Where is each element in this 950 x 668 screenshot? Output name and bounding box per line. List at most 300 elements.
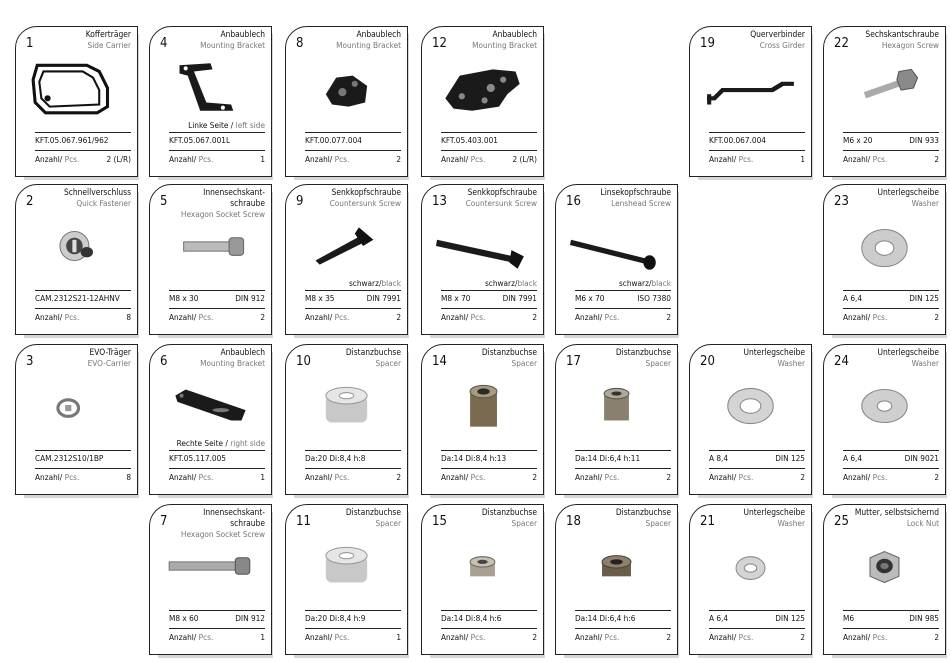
part-spec-left: KFT.00.077.004 [305, 135, 362, 145]
quantity-label: Anzahl/ [709, 154, 737, 164]
divider [709, 132, 805, 133]
pieces-label: Pcs. [198, 154, 214, 164]
quantity-label: Anzahl/ [35, 154, 63, 164]
part-card [689, 26, 812, 177]
divider [35, 308, 131, 309]
part-title: Distanzbuchse [615, 347, 671, 357]
divider [305, 450, 401, 451]
cross-girder-icon [698, 57, 803, 119]
part-spec-left: Da:14 Di:8,4 h:13 [441, 453, 507, 463]
mounting-bracket-small-icon [294, 57, 399, 119]
countersunk-screw-long-icon [430, 215, 535, 277]
pieces-label: Pcs. [198, 632, 214, 642]
socket-screw-long-icon [158, 535, 263, 597]
countersunk-screw-short-icon [294, 215, 399, 277]
divider [709, 150, 805, 151]
pieces-label: Pcs. [872, 312, 888, 322]
part-spec-left: Da:14 Di:6,4 h:6 [575, 613, 636, 623]
divider [169, 450, 265, 451]
part-title: Anbaublech [220, 347, 265, 357]
part-spec-left: A 6,4 [843, 293, 863, 303]
divider [35, 290, 131, 291]
part-title: EVO-Träger [89, 347, 131, 357]
mounting-bracket-left-icon [158, 57, 263, 119]
part-title-line2: schraube [230, 518, 265, 528]
part-spec-left: Da:14 Di:8,4 h:6 [441, 613, 502, 623]
part-number: 22 [834, 36, 849, 51]
divider [305, 132, 401, 133]
spacer-flat-icon [294, 375, 399, 437]
part-note-sub: black [381, 278, 401, 288]
part-subtitle: Spacer [645, 518, 671, 528]
part-quantity [305, 472, 401, 482]
divider [169, 468, 265, 469]
part-spec-left: KFT.05.067.961/962 [35, 135, 109, 145]
spacer-medium-icon [564, 375, 669, 437]
part-card [421, 184, 544, 335]
quantity-label: Anzahl/ [709, 472, 737, 482]
pieces-label: Pcs. [470, 154, 486, 164]
quantity-label: Anzahl/ [441, 312, 469, 322]
quantity-value: 1 [260, 472, 265, 482]
divider [305, 290, 401, 291]
divider [169, 132, 265, 133]
quantity-value: 2 [396, 472, 401, 482]
quantity-value: 2 (L/R) [512, 154, 537, 164]
divider [305, 150, 401, 151]
part-quantity [305, 632, 401, 642]
divider [169, 628, 265, 629]
quantity-label: Anzahl/ [169, 632, 197, 642]
pieces-label: Pcs. [334, 632, 350, 642]
part-quantity [709, 472, 805, 482]
part-subtitle: Spacer [511, 358, 537, 368]
part-subtitle: Washer [777, 518, 805, 528]
part-subtitle: Lock Nut [906, 518, 939, 528]
part-quantity [441, 472, 537, 482]
quantity-label: Anzahl/ [843, 472, 871, 482]
part-title [171, 187, 265, 209]
part-number: 2 [26, 194, 34, 209]
part-title: Schnellverschluss [63, 187, 131, 197]
quantity-value: 8 [126, 472, 131, 482]
part-subtitle: Washer [777, 358, 805, 368]
part-quantity [709, 632, 805, 642]
quantity-label: Anzahl/ [305, 632, 333, 642]
pieces-label: Pcs. [604, 312, 620, 322]
quantity-label: Anzahl/ [441, 472, 469, 482]
part-subtitle: Lenshead Screw [611, 198, 671, 208]
part-subtitle: Hexagon Socket Screw [180, 209, 265, 219]
quick-fastener-icon [24, 215, 129, 277]
divider [169, 308, 265, 309]
part-quantity [169, 632, 265, 642]
part-number: 23 [834, 194, 849, 209]
divider [843, 290, 939, 291]
part-spec-right: DIN 9021 [904, 453, 939, 463]
divider [843, 450, 939, 451]
part-title: Unterlegscheibe [877, 187, 939, 197]
quantity-value: 2 [666, 632, 671, 642]
quantity-label: Anzahl/ [305, 472, 333, 482]
mounting-bracket-right-icon [158, 375, 263, 437]
part-title: Linsekopfschraube [600, 187, 671, 197]
part-spec-left: M8 x 60 [169, 613, 199, 623]
part-title: Distanzbuchse [481, 507, 537, 517]
pieces-label: Pcs. [738, 632, 754, 642]
part-title: Sechskantschraube [865, 29, 939, 39]
part-quantity [305, 154, 401, 164]
pieces-label: Pcs. [334, 154, 350, 164]
part-quantity [843, 632, 939, 642]
divider [843, 610, 939, 611]
part-spec-left: CAM.2312S10/1BP [35, 453, 104, 463]
quantity-value: 8 [126, 312, 131, 322]
part-card [149, 344, 272, 495]
part-number: 4 [160, 36, 168, 51]
quantity-label: Anzahl/ [35, 312, 63, 322]
pieces-label: Pcs. [198, 472, 214, 482]
part-title: Senkkopfschraube [467, 187, 537, 197]
part-card [285, 26, 408, 177]
divider [441, 450, 537, 451]
part-title: Distanzbuchse [345, 507, 401, 517]
part-number: 3 [26, 354, 34, 369]
quantity-label: Anzahl/ [169, 472, 197, 482]
divider [305, 610, 401, 611]
part-card [555, 344, 678, 495]
part-spec-left: A 6,4 [709, 613, 729, 623]
divider [441, 468, 537, 469]
divider [709, 628, 805, 629]
part-title: Distanzbuchse [345, 347, 401, 357]
quantity-label: Anzahl/ [843, 154, 871, 164]
quantity-label: Anzahl/ [575, 472, 603, 482]
quantity-value: 2 [800, 472, 805, 482]
washer-large-icon [698, 375, 803, 437]
part-note-main: Rechte Seite / [176, 438, 231, 448]
quantity-label: Anzahl/ [575, 632, 603, 642]
part-spec-right: DIN 912 [235, 293, 265, 303]
part-spec-left: M8 x 35 [305, 293, 335, 303]
part-subtitle: Countersunk Screw [465, 198, 537, 208]
pieces-label: Pcs. [738, 154, 754, 164]
part-subtitle: Mounting Bracket [200, 358, 265, 368]
part-quantity [575, 312, 671, 322]
part-number: 5 [160, 194, 168, 209]
part-note [188, 120, 265, 130]
part-note-main: schwarz/ [618, 278, 652, 288]
pieces-label: Pcs. [334, 312, 350, 322]
part-number: 1 [26, 36, 34, 51]
part-subtitle: Spacer [645, 358, 671, 368]
divider [169, 610, 265, 611]
part-number: 17 [566, 354, 581, 369]
part-spec-left: Da:20 Di:8,4 h:9 [305, 613, 366, 623]
part-spec-left: A 8,4 [709, 453, 729, 463]
divider [441, 150, 537, 151]
part-quantity [169, 312, 265, 322]
part-spec-right: DIN 933 [909, 135, 939, 145]
part-subtitle: Spacer [375, 358, 401, 368]
part-card [555, 184, 678, 335]
part-subtitle: Quick Fastener [76, 198, 131, 208]
part-subtitle: Spacer [511, 518, 537, 528]
divider [35, 468, 131, 469]
part-number: 15 [432, 514, 447, 529]
part-spec-right: ISO 7380 [637, 293, 671, 303]
part-number: 13 [432, 194, 447, 209]
part-subtitle: Mounting Bracket [336, 40, 401, 50]
quantity-label: Anzahl/ [305, 312, 333, 322]
quantity-value: 2 [934, 312, 939, 322]
quantity-label: Anzahl/ [441, 154, 469, 164]
quantity-label: Anzahl/ [35, 472, 63, 482]
quantity-label: Anzahl/ [169, 154, 197, 164]
part-number: 7 [160, 514, 168, 529]
part-title: Querverbinder [750, 29, 805, 39]
part-spec-left: A 6,4 [843, 453, 863, 463]
divider [843, 150, 939, 151]
divider [305, 308, 401, 309]
part-spec-left: KFT.05.403.001 [441, 135, 498, 145]
part-card [149, 26, 272, 177]
pieces-label: Pcs. [872, 472, 888, 482]
part-number: 6 [160, 354, 168, 369]
part-card [823, 344, 946, 495]
part-card [421, 26, 544, 177]
part-title: Unterlegscheibe [743, 507, 805, 517]
quantity-label: Anzahl/ [843, 312, 871, 322]
part-number: 16 [566, 194, 581, 209]
pieces-label: Pcs. [64, 472, 80, 482]
part-quantity [305, 312, 401, 322]
pieces-label: Pcs. [64, 312, 80, 322]
part-title: Distanzbuchse [615, 507, 671, 517]
part-spec-left: M8 x 30 [169, 293, 199, 303]
part-card [689, 344, 812, 495]
part-title: Anbaublech [492, 29, 537, 39]
part-spec-left: Da:14 Di:6,4 h:11 [575, 453, 641, 463]
divider [843, 628, 939, 629]
part-spec-left: M6 x 70 [575, 293, 605, 303]
part-quantity [843, 472, 939, 482]
divider [441, 610, 537, 611]
part-spec-left: CAM.2312S21-12AHNV [35, 293, 120, 303]
quantity-label: Anzahl/ [709, 632, 737, 642]
part-title [171, 507, 265, 529]
part-card [689, 504, 812, 655]
part-number: 24 [834, 354, 849, 369]
divider [843, 468, 939, 469]
quantity-value: 2 [666, 472, 671, 482]
quantity-value: 2 [934, 154, 939, 164]
spacer-flat-icon [294, 535, 399, 597]
divider [575, 308, 671, 309]
part-title-line1: Innensechskant- [203, 187, 265, 197]
quantity-value: 2 [532, 632, 537, 642]
quantity-value: 2 [532, 312, 537, 322]
quantity-value: 1 [260, 154, 265, 164]
part-number: 21 [700, 514, 715, 529]
part-number: 18 [566, 514, 581, 529]
quantity-label: Anzahl/ [575, 312, 603, 322]
part-quantity [575, 472, 671, 482]
part-card [285, 344, 408, 495]
part-note-sub: left side [235, 120, 265, 130]
divider [441, 290, 537, 291]
part-subtitle: Mounting Bracket [472, 40, 537, 50]
part-card [15, 26, 138, 177]
divider [35, 450, 131, 451]
quantity-value: 1 [800, 154, 805, 164]
part-card [421, 344, 544, 495]
part-quantity [441, 154, 537, 164]
part-number: 19 [700, 36, 715, 51]
part-quantity [441, 632, 537, 642]
part-card [421, 504, 544, 655]
hexagon-screw-icon [832, 57, 937, 119]
part-number: 8 [296, 36, 304, 51]
divider [709, 610, 805, 611]
part-note-sub: black [651, 278, 671, 288]
part-quantity [35, 312, 131, 322]
part-quantity [169, 154, 265, 164]
part-card [823, 184, 946, 335]
part-card [149, 184, 272, 335]
part-subtitle: Hexagon Screw [881, 40, 939, 50]
part-spec-left: Da:20 Di:8,4 h:8 [305, 453, 366, 463]
part-spec-left: M6 x 20 [843, 135, 873, 145]
part-card [15, 184, 138, 335]
mounting-plate-icon [430, 57, 535, 119]
part-subtitle: Washer [911, 358, 939, 368]
lock-nut-icon [832, 535, 937, 597]
part-card [149, 504, 272, 655]
part-note-sub: black [517, 278, 537, 288]
part-spec-right: DIN 985 [909, 613, 939, 623]
side-carrier-icon [24, 57, 129, 119]
part-quantity [169, 472, 265, 482]
part-card [15, 344, 138, 495]
part-title: Anbaublech [356, 29, 401, 39]
washer-small-icon [698, 535, 803, 597]
quantity-value: 1 [260, 632, 265, 642]
spacer-dark-icon [564, 535, 669, 597]
part-number: 11 [296, 514, 311, 529]
divider [169, 290, 265, 291]
part-spec-left: M8 x 70 [441, 293, 471, 303]
part-quantity [709, 154, 805, 164]
pieces-label: Pcs. [604, 472, 620, 482]
pieces-label: Pcs. [470, 472, 486, 482]
part-spec-right: DIN 7991 [366, 293, 401, 303]
divider [843, 132, 939, 133]
divider [441, 628, 537, 629]
part-number: 12 [432, 36, 447, 51]
part-number: 10 [296, 354, 311, 369]
part-subtitle: EVO-Carrier [87, 358, 131, 368]
quantity-value: 2 [396, 154, 401, 164]
part-subtitle: Spacer [375, 518, 401, 528]
part-note [619, 278, 671, 288]
part-title: Unterlegscheibe [743, 347, 805, 357]
divider [305, 468, 401, 469]
pieces-label: Pcs. [604, 632, 620, 642]
part-spec-right: DIN 125 [775, 613, 805, 623]
part-title: Distanzbuchse [481, 347, 537, 357]
quantity-value: 2 (L/R) [106, 154, 131, 164]
part-spec-left: M6 [843, 613, 855, 623]
divider [709, 450, 805, 451]
pieces-label: Pcs. [64, 154, 80, 164]
divider [441, 132, 537, 133]
quantity-value: 2 [934, 472, 939, 482]
divider [843, 308, 939, 309]
part-card [823, 26, 946, 177]
divider [35, 150, 131, 151]
quantity-value: 2 [396, 312, 401, 322]
divider [35, 132, 131, 133]
part-subtitle: Side Carrier [87, 40, 131, 50]
part-spec-right: DIN 125 [909, 293, 939, 303]
quantity-label: Anzahl/ [169, 312, 197, 322]
part-spec-right: DIN 912 [235, 613, 265, 623]
part-subtitle: Countersunk Screw [329, 198, 401, 208]
part-title: Mutter, selbstsichernd [854, 507, 939, 517]
part-card [555, 504, 678, 655]
washer-icon [832, 215, 937, 277]
part-spec-left: KFT.05.067.001L [169, 135, 231, 145]
part-note-sub: right side [230, 438, 265, 448]
pieces-label: Pcs. [872, 632, 888, 642]
part-quantity [575, 632, 671, 642]
part-note [177, 438, 265, 448]
spacer-short-icon [430, 535, 535, 597]
pieces-label: Pcs. [872, 154, 888, 164]
pieces-label: Pcs. [198, 312, 214, 322]
divider [575, 450, 671, 451]
pieces-label: Pcs. [334, 472, 350, 482]
part-note [485, 278, 537, 288]
part-quantity [35, 154, 131, 164]
part-number: 25 [834, 514, 849, 529]
part-title: Unterlegscheibe [877, 347, 939, 357]
divider [441, 308, 537, 309]
part-subtitle: Mounting Bracket [200, 40, 265, 50]
quantity-value: 1 [396, 632, 401, 642]
part-title: Senkkopfschraube [331, 187, 401, 197]
part-spec-right: DIN 125 [775, 453, 805, 463]
part-note-main: schwarz/ [348, 278, 382, 288]
part-quantity [441, 312, 537, 322]
part-note [349, 278, 401, 288]
part-spec-left: KFT.00.067.004 [709, 135, 766, 145]
part-note-main: Linke Seite / [188, 120, 236, 130]
divider [575, 468, 671, 469]
quantity-label: Anzahl/ [441, 632, 469, 642]
part-spec-left: KFT.05.117.005 [169, 453, 226, 463]
part-quantity [843, 312, 939, 322]
part-title-line1: Innensechskant- [203, 507, 265, 517]
part-note-main: schwarz/ [484, 278, 518, 288]
part-title: Anbaublech [220, 29, 265, 39]
washer-wide-icon [832, 375, 937, 437]
divider [169, 150, 265, 151]
part-subtitle: Cross Girder [759, 40, 805, 50]
part-card [285, 504, 408, 655]
quantity-value: 2 [532, 472, 537, 482]
